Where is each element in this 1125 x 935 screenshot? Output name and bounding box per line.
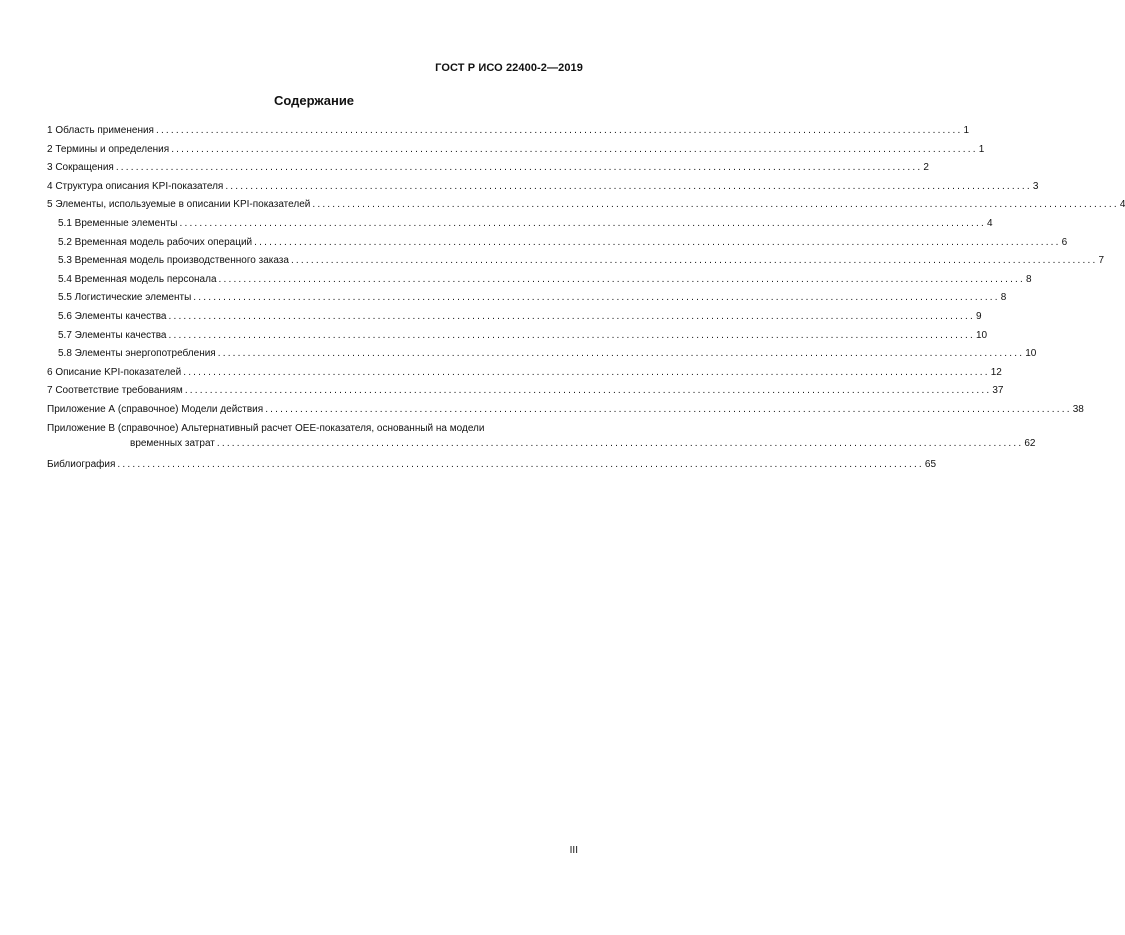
- toc-entry-label: 5.6 Элементы качества: [58, 310, 167, 322]
- toc-entry-5-5[interactable]: [47, 292, 1007, 311]
- toc-leader-dots: ..................................................................................................................................................................: [218, 273, 1026, 285]
- toc-entry-label: 3 Сокращения: [47, 162, 114, 174]
- toc-entry-label: 5 Элементы, используемые в описании KPI-показателей: [47, 199, 311, 211]
- toc-leader-dots: ..................................................................................................................................................................: [193, 292, 1000, 304]
- toc-entry-label-line2: временных затрат: [130, 437, 215, 449]
- toc-page-number: 6: [1061, 236, 1068, 248]
- toc-entry-5-2[interactable]: [47, 236, 1068, 256]
- toc-entry-label-line1: Приложение В (справочное) Альтернативный расчет OEE-показателя, основанный на модели: [47, 422, 485, 434]
- toc-leader-dots: ..................................................................................................................................................................: [179, 217, 986, 229]
- toc-entry-4[interactable]: [47, 180, 1039, 200]
- toc-page-number: 1: [978, 143, 985, 155]
- toc-page-number: 4: [1119, 199, 1125, 211]
- toc-page-number: 10: [1025, 348, 1037, 360]
- toc-page-number: 7: [1098, 255, 1105, 267]
- toc-entry-5-4[interactable]: [47, 273, 1032, 293]
- toc-entry-6[interactable]: [47, 366, 1002, 386]
- toc-leader-dots: ..................................................................................................................................................................: [254, 236, 1061, 248]
- toc-entry-label: 5.8 Элементы энергопотребления: [58, 348, 216, 360]
- toc-entry-label: 5.1 Временные элементы: [58, 217, 178, 229]
- toc-entry-2[interactable]: [47, 143, 985, 163]
- toc-page-number: 8: [1026, 273, 1032, 285]
- toc-page-number: 65: [924, 458, 937, 470]
- table-of-contents: [47, 125, 1125, 477]
- toc-entry-label: 2 Термины и определения: [47, 143, 170, 155]
- toc-entry-bibliography[interactable]: [47, 458, 937, 478]
- toc-page-number: 9: [976, 310, 982, 322]
- toc-leader-dots: ..................................................................................................................................................................: [312, 199, 1119, 211]
- toc-entry-label: 5.2 Временная модель рабочих операций: [58, 236, 253, 248]
- toc-entry-label: 6 Описание KPI-показателей: [47, 366, 182, 378]
- toc-entry-5-8[interactable]: [47, 348, 1037, 367]
- toc-page-number: 2: [923, 162, 929, 174]
- toc-page-number: 37: [992, 385, 1004, 397]
- toc-entry-label: 5.3 Временная модель производственного заказа: [58, 255, 289, 267]
- toc-entry-label: 5.7 Элементы качества: [58, 329, 167, 341]
- toc-entry-5-7[interactable]: [47, 329, 988, 349]
- toc-leader-dots: ..................................................................................................................................................................: [225, 180, 1032, 192]
- toc-leader-dots: ..................................................................................................................................................................: [216, 437, 1024, 449]
- toc-leader-dots: ..................................................................................................................................................................: [168, 310, 975, 322]
- toc-entry-3[interactable]: [47, 162, 929, 181]
- toc-leader-dots: ..................................................................................................................................................................: [265, 403, 1072, 415]
- toc-page-number: 8: [1000, 292, 1007, 304]
- toc-entry-5-3[interactable]: [47, 255, 1105, 274]
- toc-entry-7[interactable]: [47, 385, 1004, 404]
- toc-entry-appendix-b[interactable]: [47, 422, 1036, 459]
- toc-entry-1[interactable]: [47, 125, 970, 144]
- toc-page-number: 3: [1032, 180, 1039, 192]
- toc-page-number: 4: [987, 217, 993, 229]
- toc-entry-label: 1 Область применения: [47, 125, 154, 136]
- toc-entry-5-6[interactable]: [47, 310, 982, 330]
- toc-leader-dots: ..................................................................................................................................................................: [115, 162, 923, 174]
- standard-code: ГОСТ Р ИСО 22400-2—2019: [435, 62, 583, 74]
- toc-leader-dots: ..................................................................................................................................................................: [217, 348, 1025, 360]
- toc-page-number: 10: [976, 329, 988, 341]
- toc-leader-dots: ..................................................................................................................................................................: [184, 385, 992, 397]
- toc-leader-dots: ..................................................................................................................................................................: [171, 143, 978, 155]
- toc-entry-5-1[interactable]: [47, 217, 993, 237]
- toc-entry-label: 4 Структура описания KPI-показателя: [47, 180, 224, 192]
- toc-entry-label: 5.4 Временная модель персонала: [58, 273, 217, 285]
- toc-page-number: 1: [963, 125, 970, 136]
- toc-page-number: 12: [990, 366, 1002, 378]
- toc-entry-appendix-a[interactable]: [47, 403, 1084, 423]
- page-number-roman: III: [569, 845, 578, 856]
- toc-leader-dots: ..................................................................................................................................................................: [117, 458, 924, 470]
- toc-entry-5[interactable]: [47, 199, 1125, 218]
- toc-entry-label: Библиография: [47, 458, 116, 470]
- toc-title: Содержание: [273, 93, 355, 108]
- toc-leader-dots: ..................................................................................................................................................................: [168, 329, 975, 341]
- toc-leader-dots: ..................................................................................................................................................................: [183, 366, 990, 378]
- toc-entry-label: Приложение А (справочное) Модели действия: [47, 403, 264, 415]
- toc-page-number: 38: [1072, 403, 1084, 415]
- toc-leader-dots: ..................................................................................................................................................................: [155, 125, 963, 136]
- toc-entry-label: 7 Соответствие требованиям: [47, 385, 183, 397]
- toc-page-number: 62: [1024, 437, 1036, 449]
- toc-leader-dots: ..................................................................................................................................................................: [290, 255, 1098, 267]
- toc-entry-label: 5.5 Логистические элементы: [58, 292, 192, 304]
